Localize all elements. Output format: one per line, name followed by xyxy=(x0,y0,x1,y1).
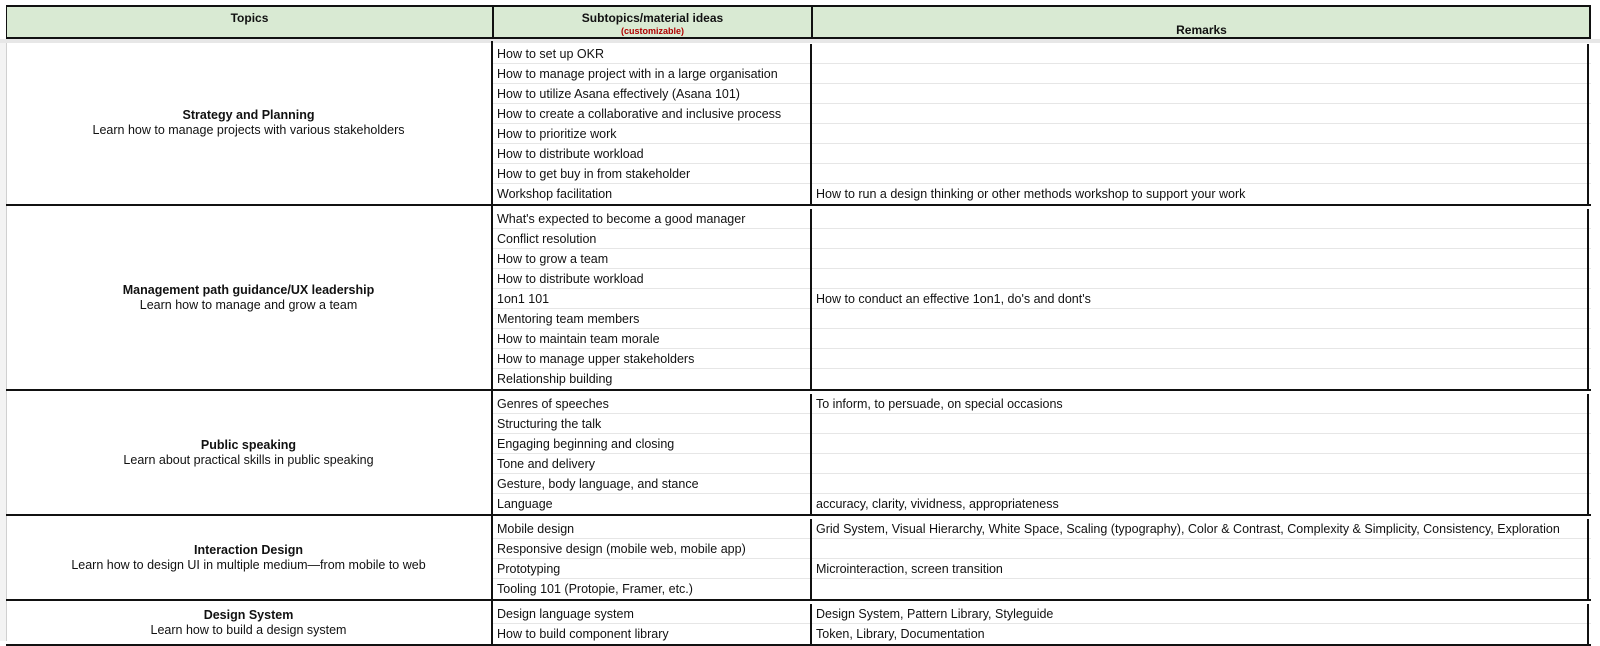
header-remarks[interactable] xyxy=(813,7,1590,37)
table-row xyxy=(493,309,1591,329)
remarks-cell[interactable] xyxy=(812,64,1589,84)
table-row xyxy=(493,329,1591,349)
remarks-cell[interactable] xyxy=(812,329,1589,349)
subtopic-cell[interactable]: What's expected to become a good manager xyxy=(493,209,812,229)
table-row xyxy=(493,184,1591,204)
topic-group xyxy=(6,41,1591,206)
topic-title: Management path guidance/UX leadership xyxy=(122,282,375,297)
remarks-cell[interactable] xyxy=(812,269,1589,289)
table-row xyxy=(493,349,1591,369)
subtopic-cell[interactable]: Genres of speeches xyxy=(493,394,812,414)
subtopic-cell[interactable]: How to manage upper stakeholders xyxy=(493,349,812,369)
subtopic-cell[interactable]: 1on1 101 xyxy=(493,289,812,309)
remarks-cell[interactable] xyxy=(812,144,1589,164)
remarks-cell[interactable] xyxy=(812,369,1589,389)
header-subtopics-label: Subtopics/material ideas xyxy=(581,11,724,25)
header-topics[interactable] xyxy=(7,7,494,37)
topic-group xyxy=(6,206,1591,391)
topic-title: Strategy and Planning xyxy=(182,107,315,122)
topic-title: Interaction Design xyxy=(193,542,304,557)
topic-description: Learn how to build a design system xyxy=(150,622,347,637)
remarks-cell[interactable] xyxy=(812,539,1589,559)
remarks-cell[interactable] xyxy=(812,414,1589,434)
topic-description: Learn how to manage projects with various stakeholders xyxy=(92,122,405,137)
remarks-cell[interactable] xyxy=(812,579,1589,599)
remarks-cell[interactable] xyxy=(812,84,1589,104)
remarks-cell[interactable] xyxy=(812,474,1589,494)
table-row xyxy=(493,394,1591,414)
header-topics-label: Topics xyxy=(230,11,269,25)
table-row xyxy=(493,414,1591,434)
topic-description: Learn how to design UI in multiple medium—from mobile to web xyxy=(71,557,426,572)
subtopic-cell[interactable]: How to grow a team xyxy=(493,249,812,269)
remarks-cell[interactable] xyxy=(812,309,1589,329)
table-row xyxy=(493,579,1591,599)
subtopic-cell[interactable]: Structuring the talk xyxy=(493,414,812,434)
remarks-cell[interactable]: accuracy, clarity, vividness, appropriateness xyxy=(812,494,1589,514)
subtopic-rows xyxy=(493,41,1591,204)
remarks-cell[interactable] xyxy=(812,124,1589,144)
table-row xyxy=(493,164,1591,184)
subtopic-cell[interactable]: Tone and delivery xyxy=(493,454,812,474)
subtopic-rows xyxy=(493,516,1591,599)
table-row xyxy=(493,269,1591,289)
topic-description: Learn about practical skills in public speaking xyxy=(123,452,374,467)
topic-group xyxy=(6,391,1591,516)
subtopic-cell[interactable]: Relationship building xyxy=(493,369,812,389)
subtopic-cell[interactable]: How to set up OKR xyxy=(493,44,812,64)
subtopic-rows xyxy=(493,601,1591,644)
remarks-cell[interactable]: Microinteraction, screen transition xyxy=(812,559,1589,579)
remarks-cell[interactable]: Grid System, Visual Hierarchy, White Space, Scaling (typography), Color & Contrast, Complexity & Simplicity, Consistency, Exploration xyxy=(812,519,1589,539)
table-row xyxy=(493,624,1591,644)
topic-cell[interactable] xyxy=(6,516,493,599)
topic-group xyxy=(6,601,1591,646)
subtopic-cell[interactable]: Tooling 101 (Protopie, Framer, etc.) xyxy=(493,579,812,599)
subtopic-cell[interactable]: How to distribute workload xyxy=(493,144,812,164)
subtopic-cell[interactable]: How to utilize Asana effectively (Asana 101) xyxy=(493,84,812,104)
subtopic-cell[interactable]: Mentoring team members xyxy=(493,309,812,329)
table-row xyxy=(493,454,1591,474)
topic-cell[interactable] xyxy=(6,206,493,389)
remarks-cell[interactable] xyxy=(812,249,1589,269)
subtopic-cell[interactable]: How to get buy in from stakeholder xyxy=(493,164,812,184)
table-row xyxy=(493,144,1591,164)
subtopic-rows xyxy=(493,391,1591,514)
subtopic-cell[interactable]: Prototyping xyxy=(493,559,812,579)
table-row xyxy=(493,104,1591,124)
table-row xyxy=(493,604,1591,624)
subtopic-cell[interactable]: How to create a collaborative and inclusive process xyxy=(493,104,812,124)
topic-title: Design System xyxy=(203,607,294,622)
table-row xyxy=(493,519,1591,539)
subtopic-cell[interactable]: Responsive design (mobile web, mobile app) xyxy=(493,539,812,559)
subtopic-rows xyxy=(493,206,1591,389)
table-row xyxy=(493,209,1591,229)
table-row xyxy=(493,434,1591,454)
subtopic-cell[interactable]: How to manage project with in a large organisation xyxy=(493,64,812,84)
remarks-cell[interactable] xyxy=(812,229,1589,249)
subtopic-cell[interactable]: Engaging beginning and closing xyxy=(493,434,812,454)
remarks-cell[interactable] xyxy=(812,164,1589,184)
subtopic-cell[interactable]: Conflict resolution xyxy=(493,229,812,249)
remarks-cell[interactable]: How to conduct an effective 1on1, do's and dont's xyxy=(812,289,1589,309)
remarks-cell[interactable] xyxy=(812,454,1589,474)
table-row xyxy=(493,369,1591,389)
topic-cell[interactable] xyxy=(6,391,493,514)
topic-cell[interactable] xyxy=(6,601,493,644)
table-row xyxy=(493,229,1591,249)
subtopic-cell[interactable]: Language xyxy=(493,494,812,514)
table-row xyxy=(493,559,1591,579)
subtopic-cell[interactable]: How to maintain team morale xyxy=(493,329,812,349)
remarks-cell[interactable]: Design System, Pattern Library, Styleguide xyxy=(812,604,1589,624)
table-row xyxy=(493,474,1591,494)
header-subtopics[interactable] xyxy=(494,7,813,37)
remarks-cell[interactable] xyxy=(812,434,1589,454)
table-row xyxy=(493,124,1591,144)
table-row xyxy=(493,494,1591,514)
subtopic-cell[interactable]: Gesture, body language, and stance xyxy=(493,474,812,494)
table-row xyxy=(493,249,1591,269)
header-remarks-label: Remarks xyxy=(1176,23,1227,37)
subtopic-cell[interactable]: Workshop facilitation xyxy=(493,184,812,204)
remarks-cell[interactable]: To inform, to persuade, on special occasions xyxy=(812,394,1589,414)
header-row xyxy=(6,5,1591,39)
topic-cell[interactable] xyxy=(6,41,493,204)
remarks-cell[interactable] xyxy=(812,209,1589,229)
subtopic-cell[interactable]: How to build component library xyxy=(493,624,812,644)
remarks-cell[interactable] xyxy=(812,349,1589,369)
subtopic-cell[interactable]: Mobile design xyxy=(493,519,812,539)
table-row xyxy=(493,64,1591,84)
header-subtopics-note: (customizable) xyxy=(620,26,684,36)
remarks-cell[interactable]: Token, Library, Documentation xyxy=(812,624,1589,644)
topic-title: Public speaking xyxy=(200,437,297,452)
table-row xyxy=(493,289,1591,309)
remarks-cell[interactable] xyxy=(812,104,1589,124)
subtopic-cell[interactable]: How to prioritize work xyxy=(493,124,812,144)
topic-group xyxy=(6,516,1591,601)
subtopic-cell[interactable]: How to distribute workload xyxy=(493,269,812,289)
topic-description: Learn how to manage and grow a team xyxy=(139,297,358,312)
remarks-cell[interactable] xyxy=(812,44,1589,64)
subtopic-cell[interactable]: Design language system xyxy=(493,604,812,624)
table-row xyxy=(493,44,1591,64)
table-row xyxy=(493,539,1591,559)
table-row xyxy=(493,84,1591,104)
remarks-cell[interactable]: How to run a design thinking or other methods workshop to support your work xyxy=(812,184,1589,204)
